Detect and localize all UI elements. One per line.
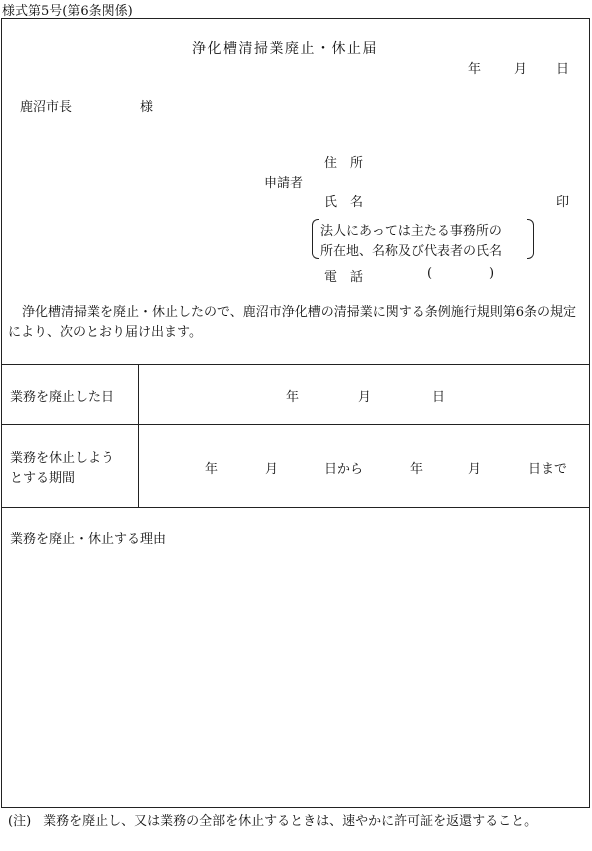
- corporate-note-line1: 法人にあっては主たる事務所の: [320, 224, 502, 239]
- footnote-text: 業務を廃止し、又は業務の全部を休止するときは、速やかに許可証を返還すること。: [43, 814, 538, 829]
- abolished-year: 年: [286, 390, 300, 405]
- applicant-label: 申請者: [264, 176, 304, 191]
- abolished-date-label: 業務を廃止した日: [10, 390, 115, 405]
- phone-paren-open: (: [427, 266, 433, 281]
- corporate-note-line2: 所在地、名称及び代表者の氏名: [320, 244, 503, 259]
- form-title: 浄化槽清掃業廃止・休止届: [192, 41, 378, 57]
- abolished-day: 日: [432, 390, 446, 405]
- suspension-from-day: 日から: [324, 462, 364, 477]
- footnote: [8, 812, 588, 831]
- declaration-text: 浄化槽清掃業を廃止・休止したので、鹿沼市浄化槽の清掃業に関する条例施行規則第6条の規定により、次のとおり届け出ます。: [8, 305, 577, 340]
- row-divider-1: [1, 364, 590, 365]
- seal-mark: 印: [556, 195, 570, 210]
- row-divider-3: [1, 507, 590, 508]
- phone-label: 電 話: [324, 270, 364, 285]
- addressee-name: 鹿沼市長: [20, 100, 73, 115]
- suspension-from-month: 月: [265, 462, 279, 477]
- header-date-year: 年: [468, 62, 482, 77]
- corporate-note-bracket: [312, 219, 534, 259]
- suspension-to-month: 月: [468, 462, 482, 477]
- footnote-prefix: (注): [8, 814, 32, 829]
- suspension-to-day: 日まで: [528, 462, 568, 477]
- form-frame: [1, 18, 590, 808]
- suspension-to-year: 年: [410, 462, 424, 477]
- reason-label: 業務を廃止・休止する理由: [10, 532, 167, 547]
- address-label: 住 所: [324, 156, 364, 171]
- phone-paren-close: ): [489, 266, 495, 281]
- suspension-from-year: 年: [205, 462, 219, 477]
- form-code: 様式第5号(第6条関係): [2, 4, 133, 19]
- abolished-month: 月: [358, 390, 372, 405]
- suspension-label-line1: 業務を休止しよう: [10, 451, 115, 466]
- bracket-left: [312, 219, 319, 259]
- row-divider-2: [1, 424, 590, 425]
- column-divider: [138, 364, 139, 507]
- bracket-right: [527, 219, 534, 259]
- header-date-day: 日: [556, 62, 570, 77]
- name-label: 氏 名: [324, 195, 364, 210]
- addressee-honorific: 様: [140, 100, 154, 115]
- header-date-month: 月: [514, 62, 528, 77]
- suspension-label-line2: とする期間: [10, 471, 76, 486]
